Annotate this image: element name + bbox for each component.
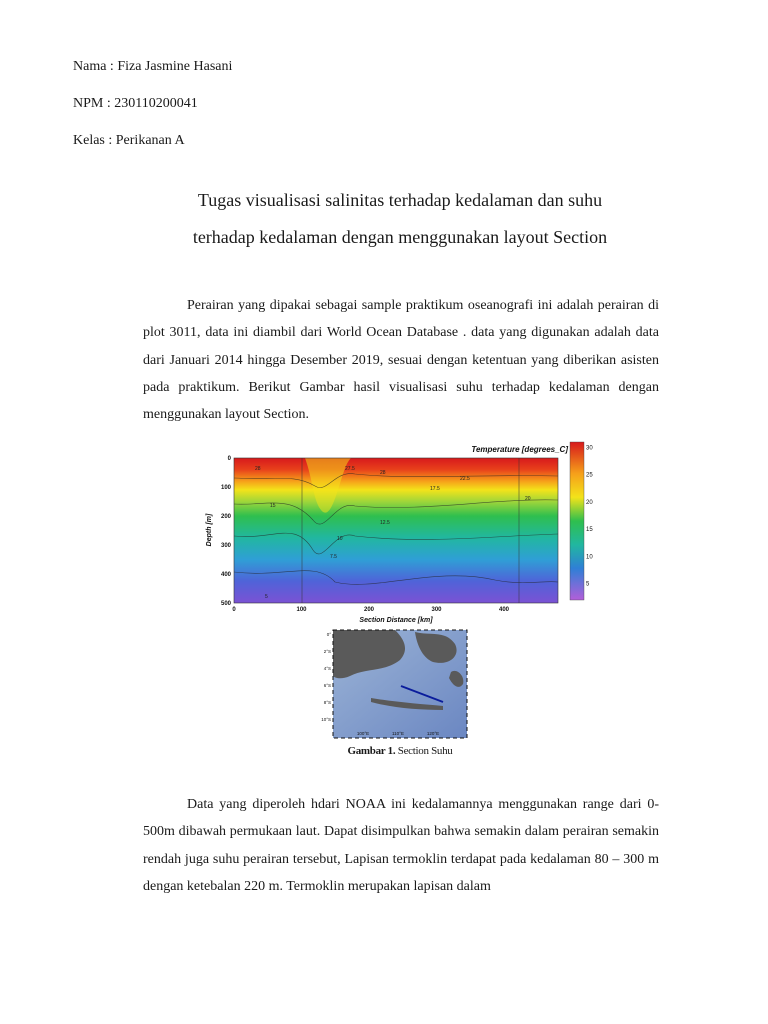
location-map	[321, 630, 467, 738]
figure-section-temperature	[195, 440, 605, 770]
contour-label: 5	[265, 594, 268, 600]
y-tick-label: 500	[220, 601, 231, 607]
contour-label: 20	[525, 496, 531, 502]
colorbar-tick-label: 30	[586, 445, 593, 452]
map-lat-label: 10°S	[321, 717, 331, 722]
y-tick-label: 400	[220, 572, 231, 578]
contour-label: 17.5	[430, 486, 440, 492]
colorbar	[570, 442, 584, 600]
colorbar-tick-label: 15	[586, 527, 593, 534]
contour-label: 27.5	[345, 466, 355, 472]
map-latitude-labels	[321, 632, 331, 722]
paragraph-intro: Perairan yang dipakai sebagai sample praktikum oseanografi ini adalah perairan di plot 3011, data ini diambil dari World Ocean Database . data yang digunakan adalah data dari Januari 2014 hingga Desember 2019, sesuai dengan ketentuan yang diberikan asisten pada praktikum. Berikut Gambar hasil visualisasi suhu terhadap kedalaman dengan menggunakan layout Section.	[143, 298, 659, 423]
contour-label: 10	[337, 536, 343, 542]
contour-label: 22.5	[460, 476, 470, 482]
student-name: Nama : Fiza Jasmine Hasani	[73, 59, 233, 74]
document-title-line1: Tugas visualisasi salinitas terhadap kedalaman dan suhu	[197, 190, 603, 210]
document-title-line2: terhadap kedalaman dengan menggunakan layout Section	[192, 227, 608, 247]
figure-caption-text: Section Suhu	[395, 745, 453, 757]
y-tick-label: 0	[227, 456, 231, 462]
x-axis-ticks	[232, 607, 509, 613]
figure-caption-label: Gambar 1.	[347, 745, 396, 757]
colorbar-tick-label: 25	[586, 472, 593, 479]
y-axis-label: Depth [m]	[206, 513, 213, 547]
colorbar-ticks	[586, 445, 593, 587]
x-tick-label: 100	[296, 607, 307, 613]
x-tick-label: 200	[363, 607, 375, 613]
section-plot	[206, 442, 593, 624]
map-lon-label: 110°E	[392, 731, 404, 736]
contour-label: 28	[255, 466, 261, 472]
contour-label: 15	[270, 503, 276, 509]
x-tick-label: 400	[498, 607, 510, 613]
map-lat-label: 6°S	[323, 683, 331, 688]
y-tick-label: 100	[220, 485, 231, 491]
y-axis-ticks	[221, 456, 232, 607]
document-title	[100, 182, 700, 256]
contour-label: 12.5	[380, 520, 390, 526]
figure-caption	[195, 745, 605, 757]
x-tick-label: 300	[431, 607, 442, 613]
map-lat-label: 2°S	[323, 649, 331, 654]
map-lat-label: 4°S	[323, 666, 331, 671]
colorbar-tick-label: 10	[586, 554, 593, 561]
colorbar-tick-label: 5	[586, 581, 590, 588]
y-tick-label: 300	[220, 543, 231, 549]
y-tick-label: 200	[220, 514, 231, 520]
map-lat-label: 0°	[326, 632, 331, 637]
student-npm: NPM : 230110200041	[73, 96, 198, 111]
contour-label: 28	[380, 470, 386, 476]
map-lon-label: 100°E	[356, 731, 370, 736]
figure-graphic	[195, 440, 605, 740]
map-lon-label: 120°E	[426, 731, 440, 736]
x-tick-label: 0	[232, 607, 236, 613]
x-axis-label: Section Distance [km]	[359, 617, 433, 624]
contour-label: 7.5	[330, 554, 337, 560]
map-lat-label: 8°S	[323, 700, 331, 705]
chart-title: Temperature [degrees_C]	[471, 445, 568, 454]
paragraph-analysis: Data yang diperoleh hdari NOAA ini kedalamannya menggunakan range dari 0-500m dibawah permukaan laut. Dapat disimpulkan bahwa semakin dalam perairan semakin rendah juga suhu perairan tersebut, Lapisan termoklin terdapat pada kedalaman 80 – 300 m dengan ketebalan 220 m. Termoklin merupakan lapisan dalam	[143, 797, 659, 894]
colorbar-tick-label: 20	[586, 499, 593, 506]
student-class: Kelas : Perikanan A	[73, 133, 185, 148]
